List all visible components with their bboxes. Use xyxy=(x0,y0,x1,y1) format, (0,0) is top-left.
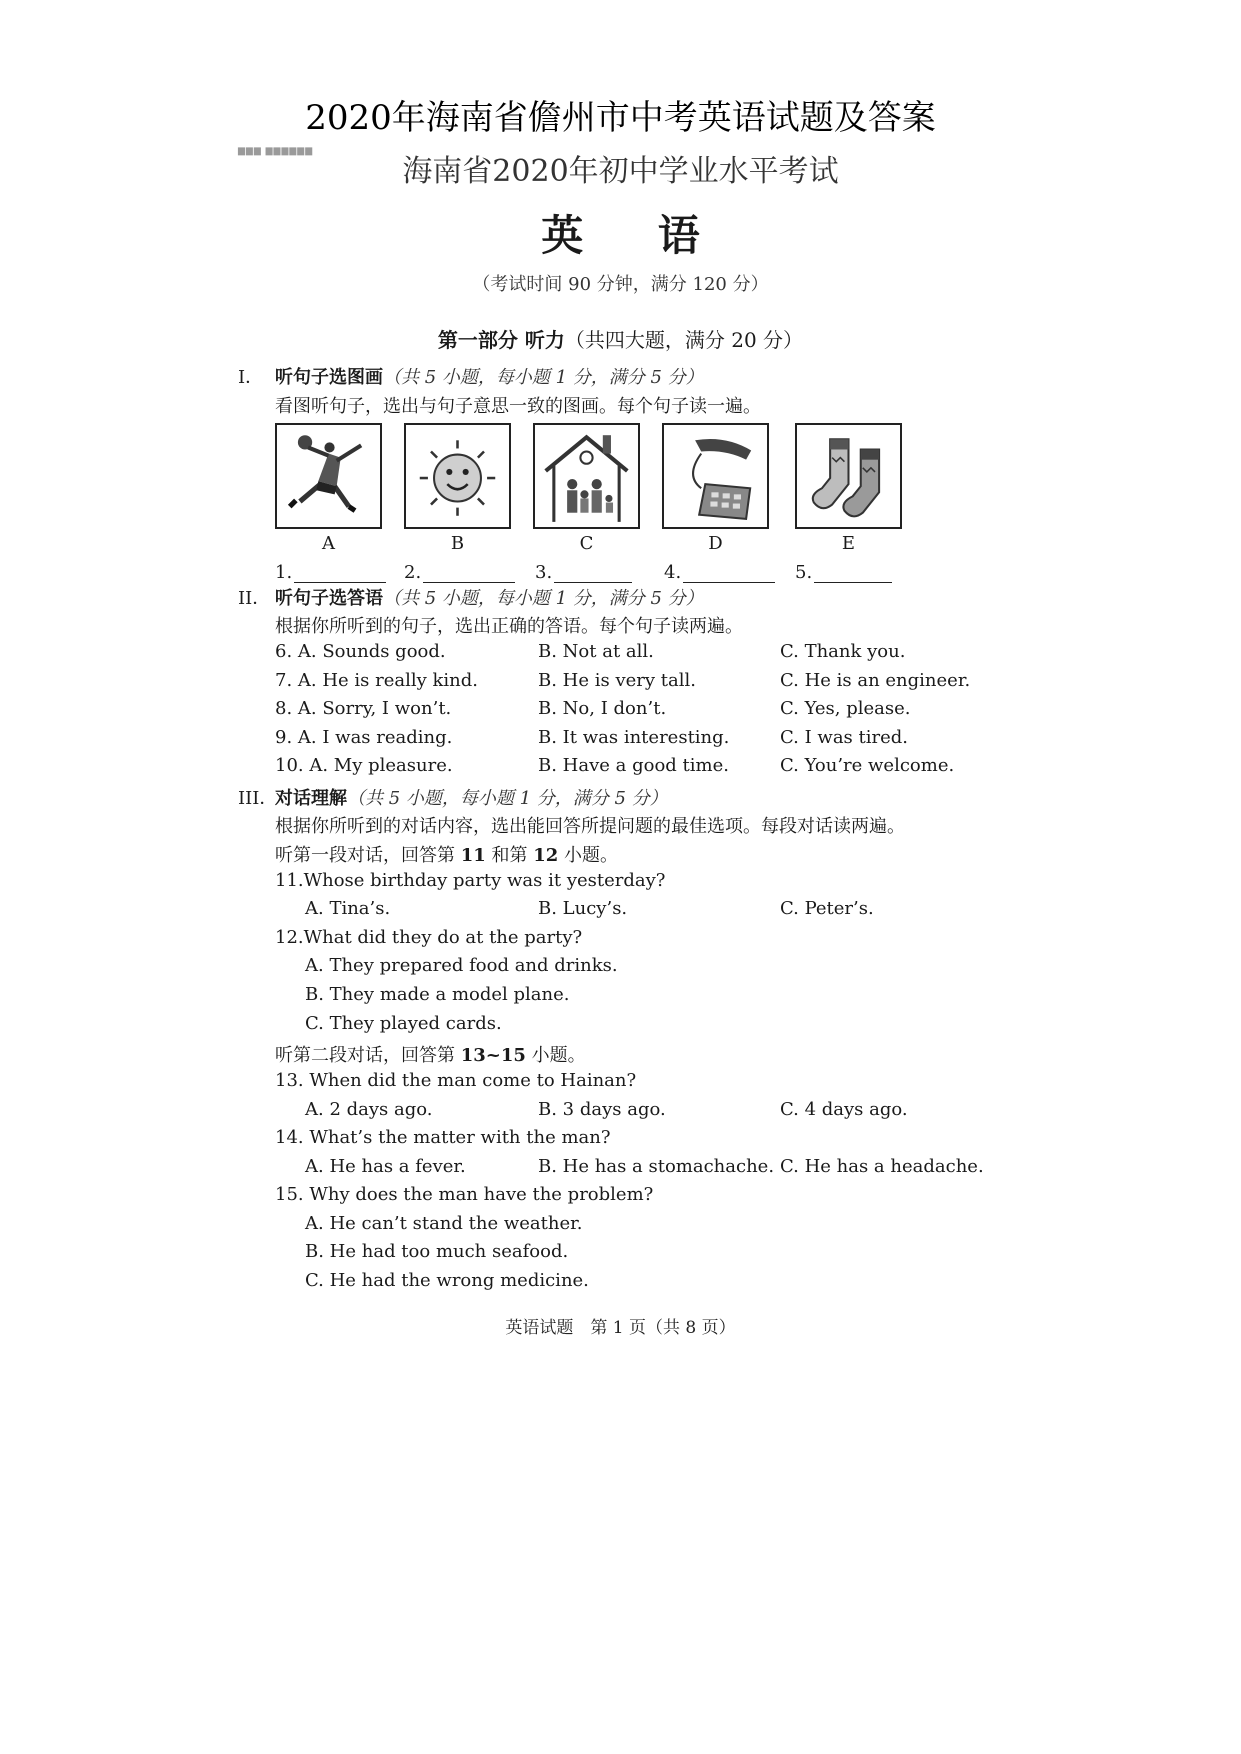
question-13-stem: 13. When did the man come to Hainan? xyxy=(275,1070,637,1091)
smiling-sun-icon xyxy=(404,423,511,529)
picture-label-c: C xyxy=(579,533,594,554)
question-7-option-c[interactable]: C. He is an engineer. xyxy=(780,670,971,691)
question-13-option-b[interactable]: B. 3 days ago. xyxy=(538,1099,666,1120)
answer-blank-3[interactable] xyxy=(535,562,632,583)
question-7-option-a[interactable]: 7. A. He is really kind. xyxy=(275,670,479,691)
question-14-option-a[interactable]: A. He has a fever. xyxy=(305,1156,466,1177)
question-12-option-b[interactable]: B. They made a model plane. xyxy=(305,984,570,1005)
section-two-instruction: 根据你所听到的句子，选出正确的答语。每个句子读两遍。 xyxy=(275,616,743,637)
socks-icon xyxy=(795,423,902,529)
dialog-one-instruction xyxy=(275,841,618,867)
question-15-option-c[interactable]: C. He had the wrong medicine. xyxy=(305,1270,589,1291)
question-13-option-c[interactable]: C. 4 days ago. xyxy=(780,1099,908,1120)
dialog-two-instruction xyxy=(275,1041,586,1067)
section-three-instruction: 根据你所听到的对话内容，选出能回答所提问题的最佳选项。每段对话读两遍。 xyxy=(275,816,905,837)
section-three-heading xyxy=(238,784,668,810)
picture-label-e: E xyxy=(841,533,856,554)
question-14-stem: 14. What’s the matter with the man? xyxy=(275,1127,611,1148)
question-6-option-c[interactable]: C. Thank you. xyxy=(780,641,906,662)
section-three-number: III． xyxy=(238,788,278,809)
answer-blank-4[interactable] xyxy=(664,562,775,583)
section-one-heading xyxy=(238,363,704,389)
basketball-player-icon xyxy=(275,423,382,529)
dialog-number: 13~15 xyxy=(460,1045,526,1066)
answer-blank-5[interactable] xyxy=(795,562,892,583)
question-9-option-c[interactable]: C. I was tired. xyxy=(780,727,908,748)
question-8-option-c[interactable]: C. Yes, please. xyxy=(780,698,911,719)
picture-label-d: D xyxy=(708,533,723,554)
section-one-instruction: 看图听句子，选出与句子意思一致的图画。每个句子读一遍。 xyxy=(275,396,761,417)
part-one-meta: （共四大题，满分 20 分） xyxy=(564,328,804,352)
scan-artifact: ▆▆▆ ▆▆▆▆▆▆ xyxy=(238,146,314,156)
section-one-number: I． xyxy=(238,367,264,388)
answer-blank-number: 2. xyxy=(404,562,422,583)
answer-blank-number: 1. xyxy=(275,562,293,583)
section-two-meta: （共 5 小题，每小题 1 分，满分 5 分） xyxy=(383,588,704,609)
question-15-option-a[interactable]: A. He can’t stand the weather. xyxy=(305,1213,583,1234)
dialog-number: 12 xyxy=(533,845,559,866)
question-9-option-a[interactable]: 9. A. I was reading. xyxy=(275,727,453,748)
question-10-option-c[interactable]: C. You’re welcome. xyxy=(780,755,955,776)
question-11-option-c[interactable]: C. Peter’s. xyxy=(780,898,874,919)
question-12-option-c[interactable]: C. They played cards. xyxy=(305,1013,502,1034)
dialog-text: 和第 xyxy=(485,845,534,866)
question-15-option-b[interactable]: B. He had too much seafood. xyxy=(305,1241,569,1262)
section-three-meta: （共 5 小题，每小题 1 分，满分 5 分） xyxy=(347,788,668,809)
family-house-icon xyxy=(533,423,640,529)
question-8-option-b[interactable]: B. No, I don’t. xyxy=(538,698,667,719)
dialog-text: 听第二段对话，回答第 xyxy=(275,1045,461,1066)
answer-line xyxy=(294,562,386,583)
question-6-option-b[interactable]: B. Not at all. xyxy=(538,641,654,662)
answer-line xyxy=(554,562,632,583)
question-10-option-a[interactable]: 10. A. My pleasure. xyxy=(275,755,453,776)
question-12-stem: 12.What did they do at the party? xyxy=(275,927,583,948)
section-three-name: 对话理解 xyxy=(275,788,347,809)
section-two-heading xyxy=(238,584,704,610)
answer-blank-2[interactable] xyxy=(404,562,515,583)
answer-blank-1[interactable] xyxy=(275,562,386,583)
question-14-option-c[interactable]: C. He has a headache. xyxy=(780,1156,984,1177)
question-11-option-a[interactable]: A. Tina’s. xyxy=(305,898,391,919)
answer-line xyxy=(683,562,775,583)
section-two-number: II． xyxy=(238,588,271,609)
question-9-option-b[interactable]: B. It was interesting. xyxy=(538,727,730,748)
dialog-number: 11 xyxy=(460,845,486,866)
picture-label-b: B xyxy=(450,533,465,554)
page-footer: 英语试题 第 1 页（共 8 页） xyxy=(505,1318,736,1338)
question-12-option-a[interactable]: A. They prepared food and drinks. xyxy=(305,955,618,976)
picture-label-a: A xyxy=(322,533,335,554)
question-8-option-a[interactable]: 8. A. Sorry, I won’t. xyxy=(275,698,452,719)
answer-line xyxy=(814,562,892,583)
dialog-text: 小题。 xyxy=(558,845,619,866)
question-14-option-b[interactable]: B. He has a stomachache. xyxy=(538,1156,775,1177)
section-one-name: 听句子选图画 xyxy=(275,367,383,388)
dialog-text: 小题。 xyxy=(525,1045,586,1066)
dialog-text: 听第一段对话，回答第 xyxy=(275,845,461,866)
question-11-option-b[interactable]: B. Lucy’s. xyxy=(538,898,628,919)
question-10-option-b[interactable]: B. Have a good time. xyxy=(538,755,729,776)
question-13-option-a[interactable]: A. 2 days ago. xyxy=(305,1099,433,1120)
question-7-option-b[interactable]: B. He is very tall. xyxy=(538,670,696,691)
document-title: 2020年海南省儋州市中考英语试题及答案 xyxy=(305,98,936,138)
subject-heading: 英 语 xyxy=(541,211,730,260)
section-one-meta: （共 5 小题，每小题 1 分，满分 5 分） xyxy=(383,367,704,388)
question-11-stem: 11.Whose birthday party was it yesterday? xyxy=(275,870,666,891)
part-one-heading xyxy=(0,324,1241,353)
answer-line xyxy=(423,562,515,583)
question-6-option-a[interactable]: 6. A. Sounds good. xyxy=(275,641,446,662)
answer-blank-number: 3. xyxy=(535,562,553,583)
question-15-stem: 15. Why does the man have the problem? xyxy=(275,1184,654,1205)
exam-time-note: （考试时间 90 分钟，满分 120 分） xyxy=(472,274,769,295)
exam-title: 海南省2020年初中学业水平考试 xyxy=(402,154,839,189)
answer-blank-number: 4. xyxy=(664,562,682,583)
telephone-icon xyxy=(662,423,769,529)
section-two-name: 听句子选答语 xyxy=(275,588,383,609)
answer-blank-number: 5. xyxy=(795,562,813,583)
part-one-title: 第一部分 听力 xyxy=(437,328,565,352)
